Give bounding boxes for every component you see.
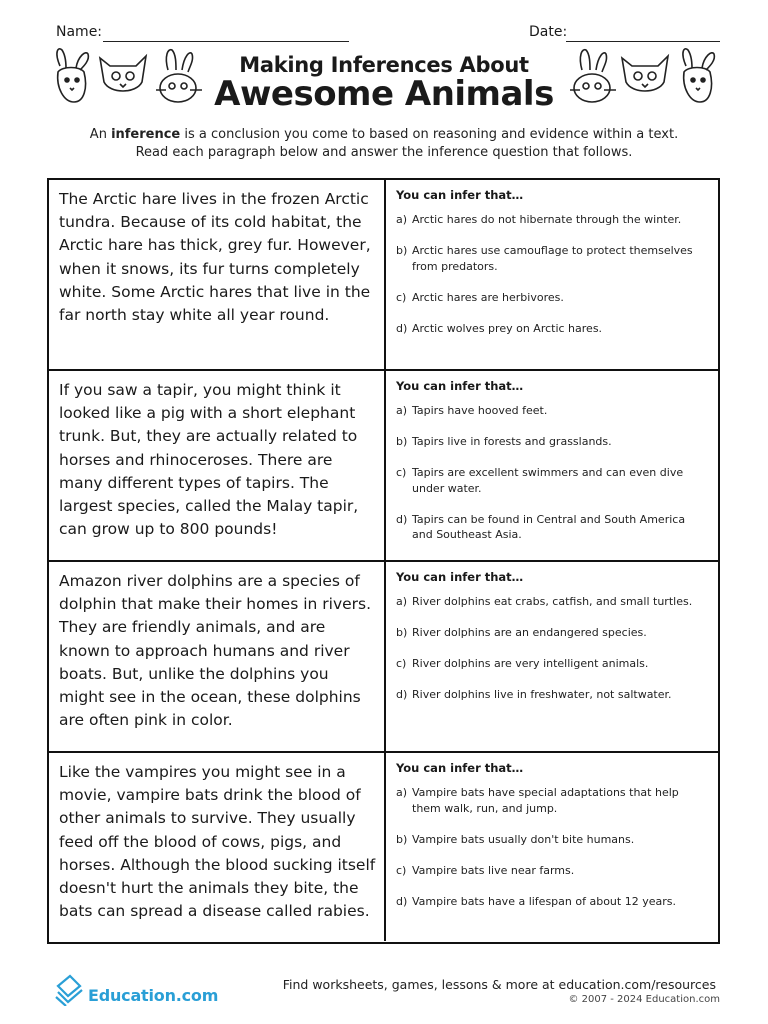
option-letter: a) (396, 404, 408, 417)
copyright-text: © 2007 - 2024 Education.com (568, 994, 720, 1005)
answer-option[interactable] (396, 656, 708, 672)
answer-option[interactable] (396, 785, 708, 816)
option-text: Vampire bats have a lifespan of about 12 years. (412, 894, 676, 908)
option-letter: d) (396, 512, 408, 526)
question-panel (386, 753, 718, 941)
section-row (49, 180, 718, 371)
option-letter: c) (396, 290, 407, 304)
intro-bold-term: inference (111, 127, 181, 142)
section-paragraph: If you saw a tapir, you might think it looked like a pig with a short elephant trunk. But, they are actually related to horses and rhinoceroses. There are many different types of tapirs. The largest species, called the Malay tapir, can grow up to 800 pounds! (49, 371, 386, 560)
intro-text (0, 126, 768, 162)
option-text: River dolphins are an endangered species. (412, 626, 647, 639)
answer-option[interactable] (396, 512, 708, 543)
option-letter: b) (396, 832, 408, 846)
section-paragraph: Like the vampires you might see in a movie, vampire bats drink the blood of other animals to survive. They usually feed off the blood of cows, pigs, and horses. Although the blood sucking itself doesn't hurt the animals they bite, the bats can spread a disease called rabies. (49, 753, 386, 941)
option-text: River dolphins eat crabs, catfish, and small turtles. (412, 595, 693, 608)
intro-post: is a conclusion you come to based on reasoning and evidence within a text. (180, 127, 679, 142)
section-row (49, 562, 718, 753)
answer-option[interactable] (396, 290, 708, 306)
answer-option[interactable] (396, 403, 708, 419)
option-text: Tapirs are excellent swimmers and can even dive under water. (412, 466, 684, 495)
intro-pre: An (89, 127, 112, 142)
option-text: Tapirs have hooved feet. (412, 404, 548, 417)
option-letter: a) (396, 595, 408, 608)
answer-option[interactable] (396, 863, 708, 879)
option-text: Arctic wolves prey on Arctic hares. (412, 321, 603, 335)
answer-option[interactable] (396, 434, 708, 450)
option-text: River dolphins live in freshwater, not saltwater. (412, 688, 672, 701)
question-prompt: You can infer that… (396, 379, 524, 393)
answer-option[interactable] (396, 212, 708, 228)
answer-option[interactable] (396, 243, 708, 274)
intro-line-2: Read each paragraph below and answer the inference question that follows. (135, 145, 633, 160)
option-letter: d) (396, 894, 408, 908)
question-panel (386, 371, 718, 560)
option-text: Arctic hares are herbivores. (412, 290, 564, 304)
option-letter: b) (396, 626, 408, 639)
section-paragraph: Amazon river dolphins are a species of dolphin that make their homes in rivers. They are friendly animals, and are known to approach humans and river boats. But, unlike the dolphins you might see in the ocean, these dolphins are often pink in color. (49, 562, 386, 751)
option-letter: d) (396, 321, 408, 335)
answer-option[interactable] (396, 687, 708, 703)
option-text: Tapirs live in forests and grasslands. (412, 435, 612, 448)
option-text: Arctic hares do not hibernate through the winter. (412, 213, 682, 226)
section-row (49, 371, 718, 562)
option-text: Tapirs can be found in Central and South America and Southeast Asia. (412, 512, 686, 541)
question-prompt: You can infer that… (396, 570, 524, 584)
section-row (49, 753, 718, 941)
answer-option[interactable] (396, 594, 708, 610)
option-letter: d) (396, 688, 408, 701)
option-letter: c) (396, 863, 407, 877)
question-prompt: You can infer that… (396, 761, 524, 775)
option-letter: a) (396, 213, 408, 226)
option-letter: b) (396, 244, 408, 257)
option-text: Vampire bats have special adaptations that help them walk, run, and jump. (412, 786, 679, 815)
page-title: Awesome Animals (214, 74, 554, 114)
question-panel (386, 562, 718, 751)
title-line-1: Making Inferences About (239, 53, 529, 77)
date-label: Date: (529, 24, 568, 40)
answer-option[interactable] (396, 465, 708, 496)
option-letter: c) (396, 466, 407, 479)
answer-option[interactable] (396, 625, 708, 641)
question-prompt: You can infer that… (396, 188, 524, 202)
option-text: Vampire bats live near farms. (412, 863, 575, 877)
date-field-line[interactable] (566, 41, 720, 42)
question-panel (386, 180, 718, 369)
resources-link[interactable]: Find worksheets, games, lessons & more at education.com/resources (282, 977, 716, 992)
name-field-line[interactable] (103, 41, 349, 42)
section-paragraph: The Arctic hare lives in the frozen Arctic tundra. Because of its cold habitat, the Arctic hare has thick, grey fur. However, when it snows, its fur turns completely white. Some Arctic hares that live in the far north stay white all year round. (49, 180, 386, 369)
name-label: Name: (56, 24, 103, 40)
worksheet-grid (47, 178, 720, 944)
answer-option[interactable] (396, 321, 708, 337)
option-letter: b) (396, 435, 408, 448)
option-letter: a) (396, 786, 408, 799)
option-letter: c) (396, 657, 407, 670)
option-text: Arctic hares use camouflage to protect themselves from predators. (412, 244, 693, 273)
brand-name[interactable]: Education.com (88, 986, 219, 1005)
option-text: River dolphins are very intelligent animals. (412, 657, 649, 670)
option-text: Vampire bats usually don't bite humans. (412, 832, 635, 846)
education-logo-icon[interactable] (52, 972, 86, 1010)
answer-option[interactable] (396, 894, 708, 910)
answer-option[interactable] (396, 832, 708, 848)
